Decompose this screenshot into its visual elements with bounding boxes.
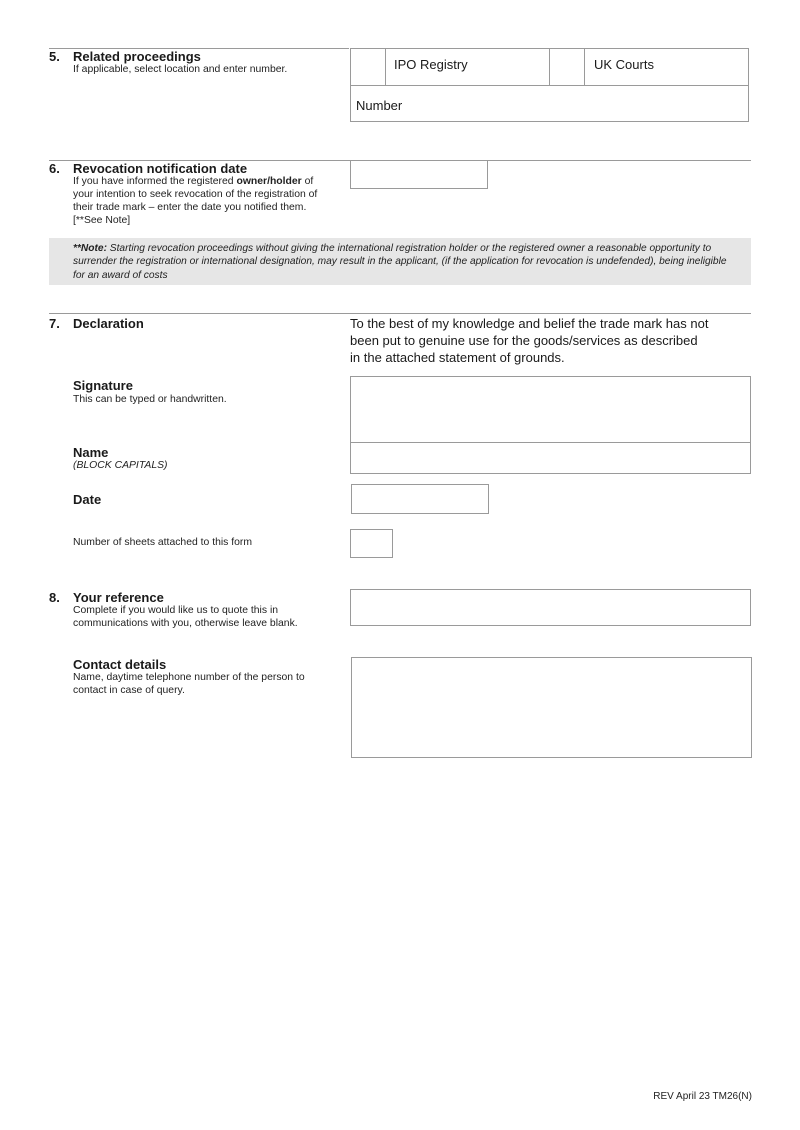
section-8-help: Complete if you would like us to quote this in communications with you, otherwise leave blank. [73, 605, 298, 629]
section-6-see-note: [**See Note] [73, 215, 131, 226]
revocation-note: **Note: Starting revocation proceedings without giving the international registration holder or the registered owner a reasonable opportunity to surrender the registration or international designation, may result in the applicant, (if the application for revocation is undefended), being ineligible for an award of costs [49, 238, 751, 285]
uk-courts-label: UK Courts [594, 57, 654, 72]
section-6-title: Revocation notification date [73, 161, 248, 176]
section-7-number: 7. [49, 316, 60, 331]
declaration-statement: To the best of my knowledge and belief the trade mark has not been put to genuine use for the goods/services as described in the attached statement of grounds. [350, 316, 709, 365]
ipo-registry-label: IPO Registry [394, 57, 468, 72]
section-5-help: If applicable, select location and enter number. [73, 64, 288, 75]
related-proceedings-col-divider [584, 48, 585, 85]
revocation-date-input[interactable] [350, 160, 488, 189]
section-7-divider [49, 313, 751, 314]
related-proceedings-col-divider [385, 48, 386, 85]
name-help: (BLOCK CAPITALS) [73, 460, 168, 471]
related-proceedings-number-label: Number [356, 98, 403, 113]
ipo-registry-checkbox[interactable] [351, 49, 385, 85]
section-7-title: Declaration [73, 316, 144, 331]
section-8-title: Your reference [73, 590, 164, 605]
name-title: Name [73, 445, 109, 460]
signature-help: This can be typed or handwritten. [73, 394, 227, 405]
name-field[interactable] [351, 443, 750, 473]
date-title: Date [73, 492, 102, 507]
contact-details-help: Name, daytime telephone number of the person to contact in case of query. [73, 672, 305, 696]
section-5-title: Related proceedings [73, 49, 201, 64]
section-6-number: 6. [49, 161, 60, 176]
contact-details-input[interactable] [351, 657, 752, 758]
section-8-number: 8. [49, 590, 60, 605]
section-6-help: If you have informed the registered owner/holder of your intention to seek revocation of the registration of their trade mark – enter the date you notified them. [73, 176, 318, 213]
your-reference-input[interactable] [350, 589, 751, 626]
related-proceedings-number-field[interactable] [351, 86, 748, 121]
signature-title: Signature [73, 378, 133, 393]
sheets-count-input[interactable] [350, 529, 393, 558]
signature-field[interactable] [351, 377, 750, 442]
uk-courts-checkbox[interactable] [550, 49, 584, 85]
form-revision-footer: REV April 23 TM26(N) [653, 1091, 752, 1102]
contact-details-title: Contact details [73, 657, 167, 672]
date-input[interactable] [351, 484, 489, 514]
section-5-number: 5. [49, 49, 60, 64]
sheets-label: Number of sheets attached to this form [73, 537, 253, 548]
